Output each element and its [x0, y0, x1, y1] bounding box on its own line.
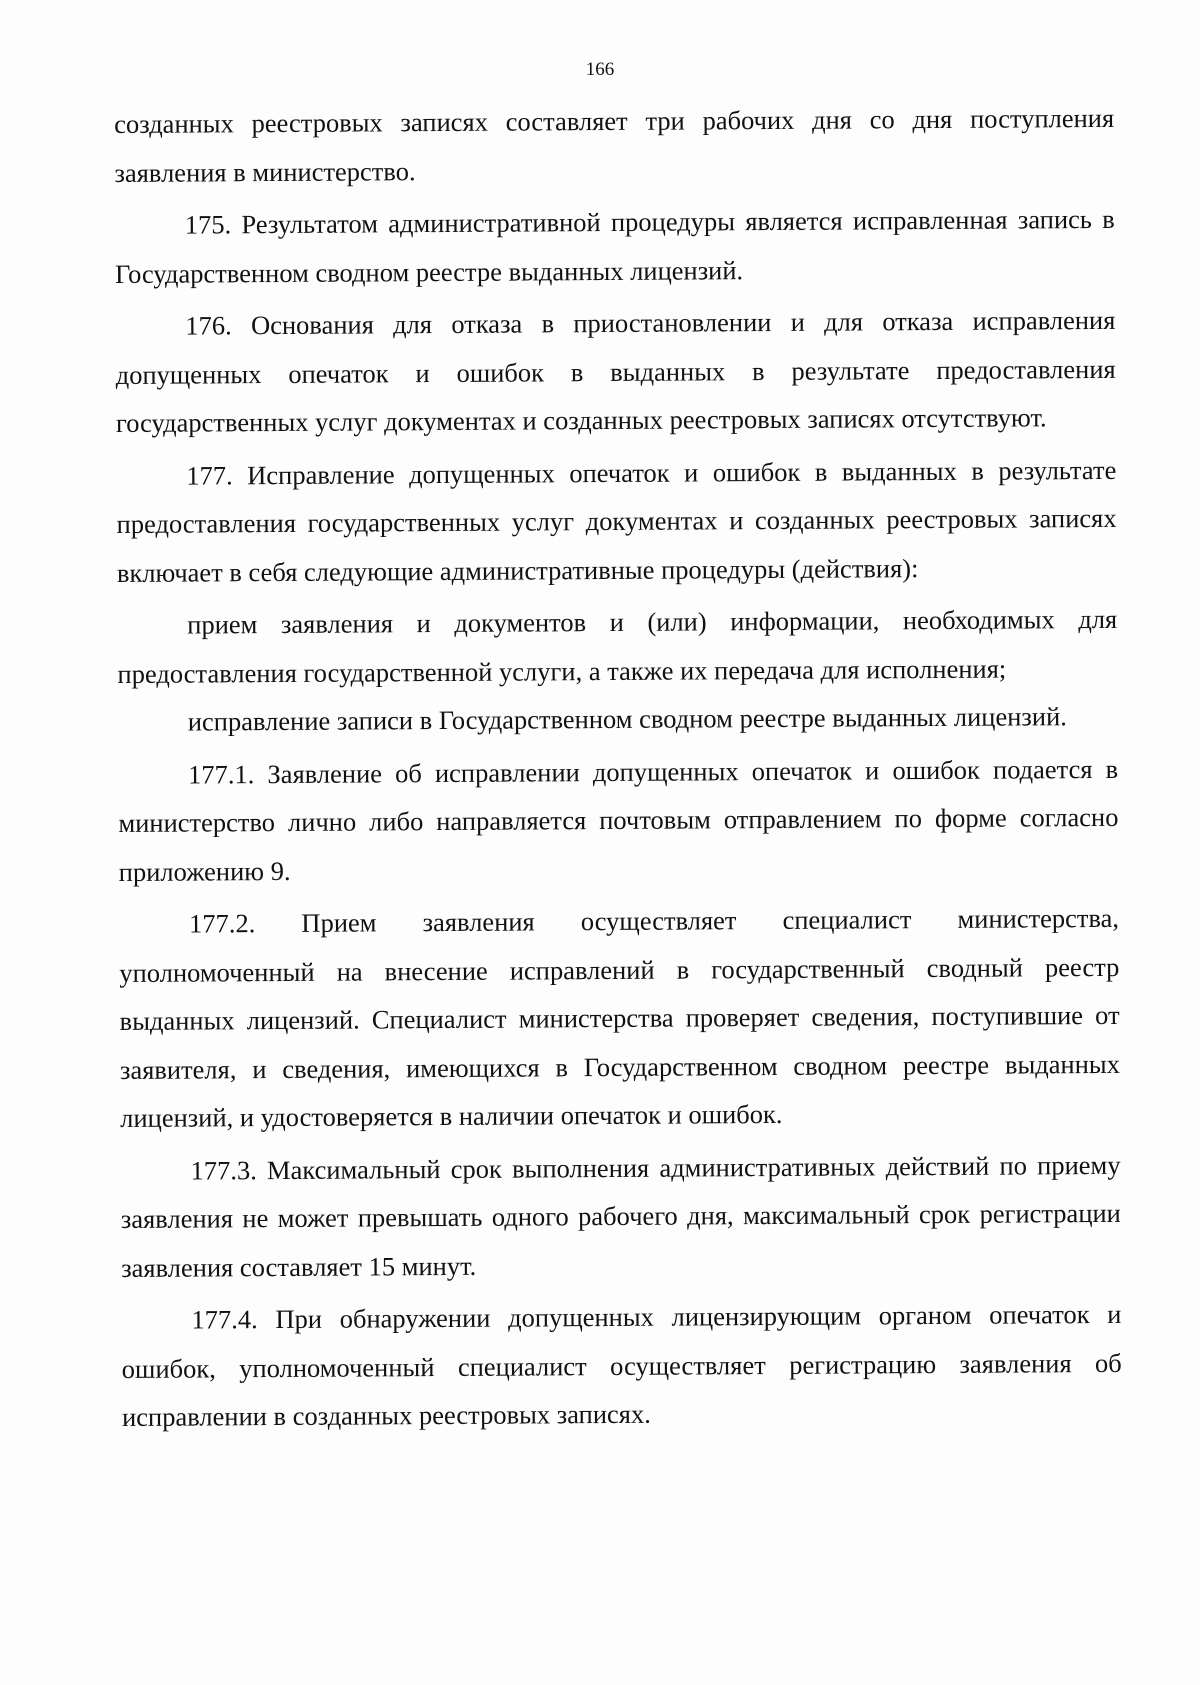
paragraph-176: 176. Основания для отказа в приостановлении и для отказа исправления допущенных опечаток и ошибок в выданных в результате предоставления государственных услуг документах и созданных реестровых записях отсутствуют.	[115, 304, 1116, 438]
document-body	[114, 94, 1122, 1442]
paragraph-177-item-reception: прием заявления и документов и (или) информации, необходимых для предоставления государственной услуги, а также их передача для исполнения;	[117, 603, 1118, 689]
paragraph-177-4: 177.4. При обнаружении допущенных лицензирующим органом опечаток и ошибок, уполномоченный специалист осуществляет регистрацию заявления об исправлении в созданных реестровых записях.	[121, 1298, 1122, 1432]
paragraph-175: 175. Результатом административной процедуры является исправленная запись в Государственном сводном реестре выданных лицензий.	[114, 203, 1115, 289]
paragraph-continuation: созданных реестровых записях составляет три рабочих дня со дня поступления заявления в министерство.	[114, 102, 1115, 188]
paragraph-177-3: 177.3. Максимальный срок выполнения административных действий по приему заявления не может превышать одного рабочего дня, максимальный срок регистрации заявления составляет 15 минут.	[120, 1149, 1121, 1283]
paragraph-177-1: 177.1. Заявление об исправлении допущенных опечаток и ошибок подается в министерство лично либо направляется почтовым отправлением по форме согласно приложению 9.	[118, 753, 1119, 887]
paragraph-177-item-correction: исправление записи в Государственном сводном реестре выданных лицензий.	[187, 701, 1067, 737]
paragraph-177: 177. Исправление допущенных опечаток и ошибок в выданных в результате предоставления государственных услуг документах и созданных реестровых записях включает в себя следующие административные процедуры (действия):	[116, 454, 1117, 588]
page-number: 166	[585, 59, 615, 80]
paragraph-177-2: 177.2. Прием заявления осуществляет специалист министерства, уполномоченный на внесение исправлений в государственный сводный реестр выданных лицензий. Специалист министерства проверяет сведения, поступившие от заявителя, и сведения, имеющихся в Государственном сводном реестре выданных лицензий, и удостоверяется в наличии опечаток и ошибок.	[119, 902, 1120, 1133]
